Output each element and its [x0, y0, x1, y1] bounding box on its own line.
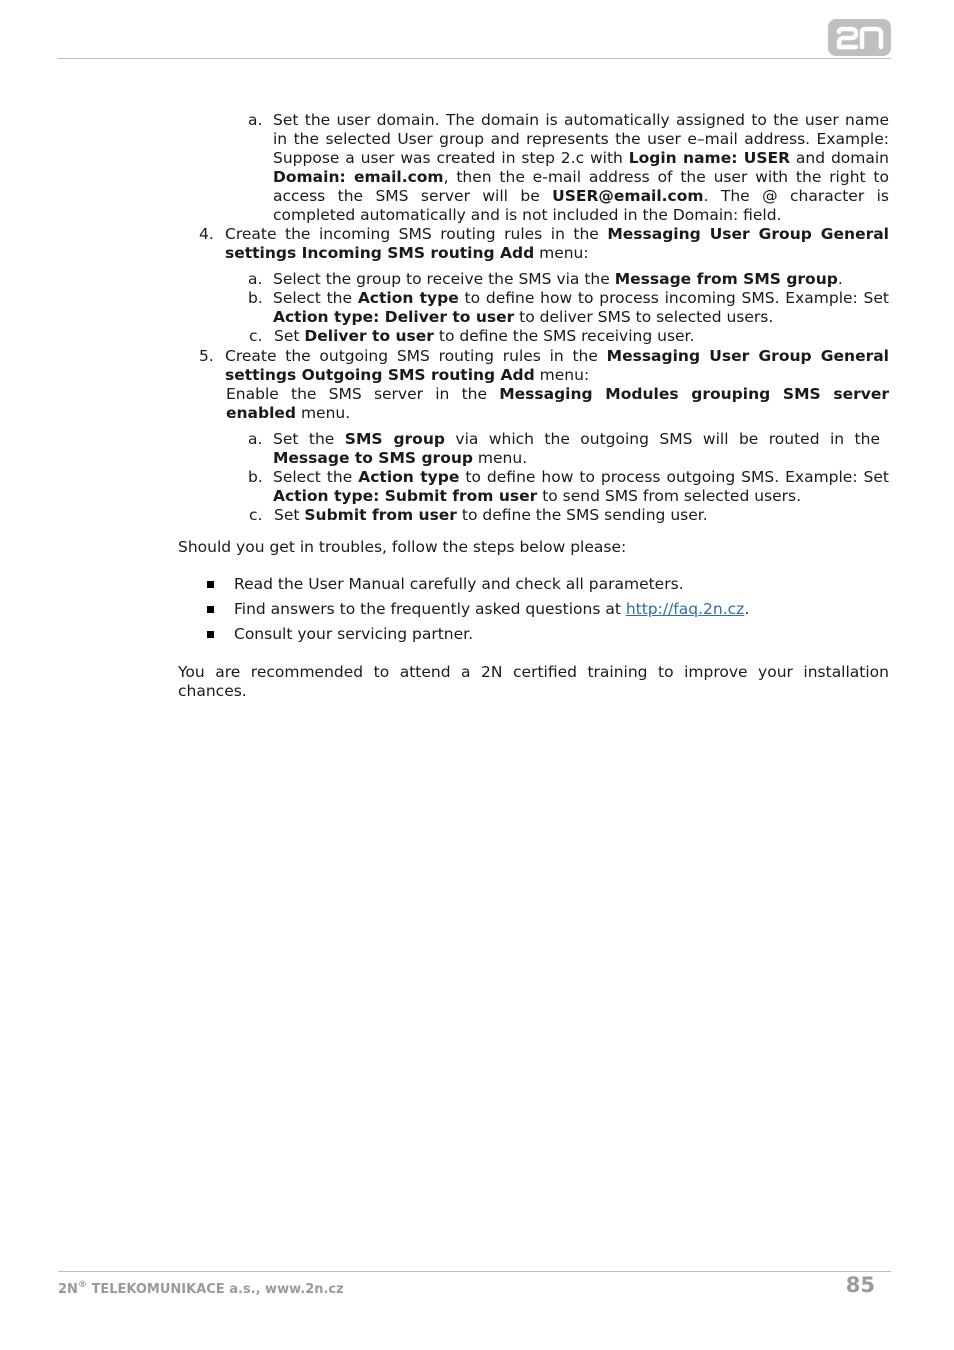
header-divider — [58, 58, 891, 59]
list-marker: 5. — [199, 347, 214, 365]
bullet-item — [178, 600, 889, 619]
step-5-note: Enable the SMS server in the Messaging Modules grouping SMS server enabled menu. — [226, 385, 889, 422]
document-body — [178, 111, 889, 701]
step-5b — [178, 468, 889, 506]
list-marker: b. — [248, 289, 263, 307]
step-text: Create the incoming SMS routing rules in the Messaging User Group General settings Incoming SMS routing Add menu: — [225, 225, 889, 262]
2n-logo-icon — [835, 26, 885, 50]
list-marker: b. — [248, 468, 263, 486]
list-marker: c. — [249, 327, 263, 345]
faq-link[interactable]: http://faq.2n.cz — [625, 600, 745, 618]
list-marker: a. — [248, 111, 263, 129]
closing-paragraph: You are recommended to attend a 2N certified training to improve your installation chances. — [178, 663, 889, 700]
bullet-item — [178, 625, 889, 644]
step-text: Select the Action type to define how to process incoming SMS. Example: Set Action type: Deliver to user to deliver SMS to selected users. — [273, 289, 889, 326]
step-4a — [178, 270, 889, 289]
step-text: Set Deliver to user to define the SMS receiving user. — [274, 327, 695, 345]
step-text: Set the SMS group via which the outgoing SMS will be routed in the Message to SMS group menu. — [273, 430, 880, 467]
list-marker: c. — [249, 506, 263, 524]
step-text: Select the Action type to define how to process outgoing SMS. Example: Set Action type: Submit from user to send SMS from selected users. — [273, 468, 890, 505]
step-text: Create the outgoing SMS routing rules in the Messaging User Group General settings Outgoing SMS routing Add menu: — [225, 347, 890, 384]
footer-divider — [58, 1271, 891, 1272]
page-number: 85 — [845, 1273, 875, 1297]
troubles-intro: Should you get in troubles, follow the steps below please: — [178, 538, 627, 556]
2n-logo — [828, 19, 891, 56]
list-marker: a. — [248, 430, 263, 448]
footer-company: 2N® TELEKOMUNIKACE a.s., www.2n.cz — [58, 1280, 344, 1297]
bullet-square-icon — [205, 600, 234, 619]
step-text: Set Submit from user to define the SMS sending user. — [274, 506, 708, 524]
step-4c — [178, 327, 889, 346]
step-text: Select the group to receive the SMS via the Message from SMS group. — [273, 270, 843, 288]
bullet-text: Find answers to the frequently asked questions at http://faq.2n.cz. — [234, 600, 750, 618]
bullet-text: Consult your servicing partner. — [234, 625, 474, 643]
step-4b — [178, 289, 889, 327]
bullet-square-icon — [205, 625, 234, 644]
list-marker: 4. — [199, 225, 214, 243]
bullet-text: Read the User Manual carefully and check all parameters. — [234, 575, 684, 593]
step-text: Set the user domain. The domain is automatically assigned to the user name in the selected User group and represents the user e–mail address. Example: Suppose a user was created in step 2.c with Login name: USER and domain Domain: email.com, then the e-mail address of the user with the right to access the SMS server will be USER@email.com. The @ character is completed automatically and is not included in the Domain: field. — [273, 111, 890, 224]
step-4 — [178, 225, 889, 263]
step-5a — [178, 430, 889, 468]
step-3a — [178, 111, 889, 225]
bullet-square-icon — [205, 575, 234, 594]
step-5c — [178, 506, 889, 525]
list-marker: a. — [248, 270, 263, 288]
bullet-item — [178, 575, 889, 594]
step-5 — [178, 347, 889, 385]
